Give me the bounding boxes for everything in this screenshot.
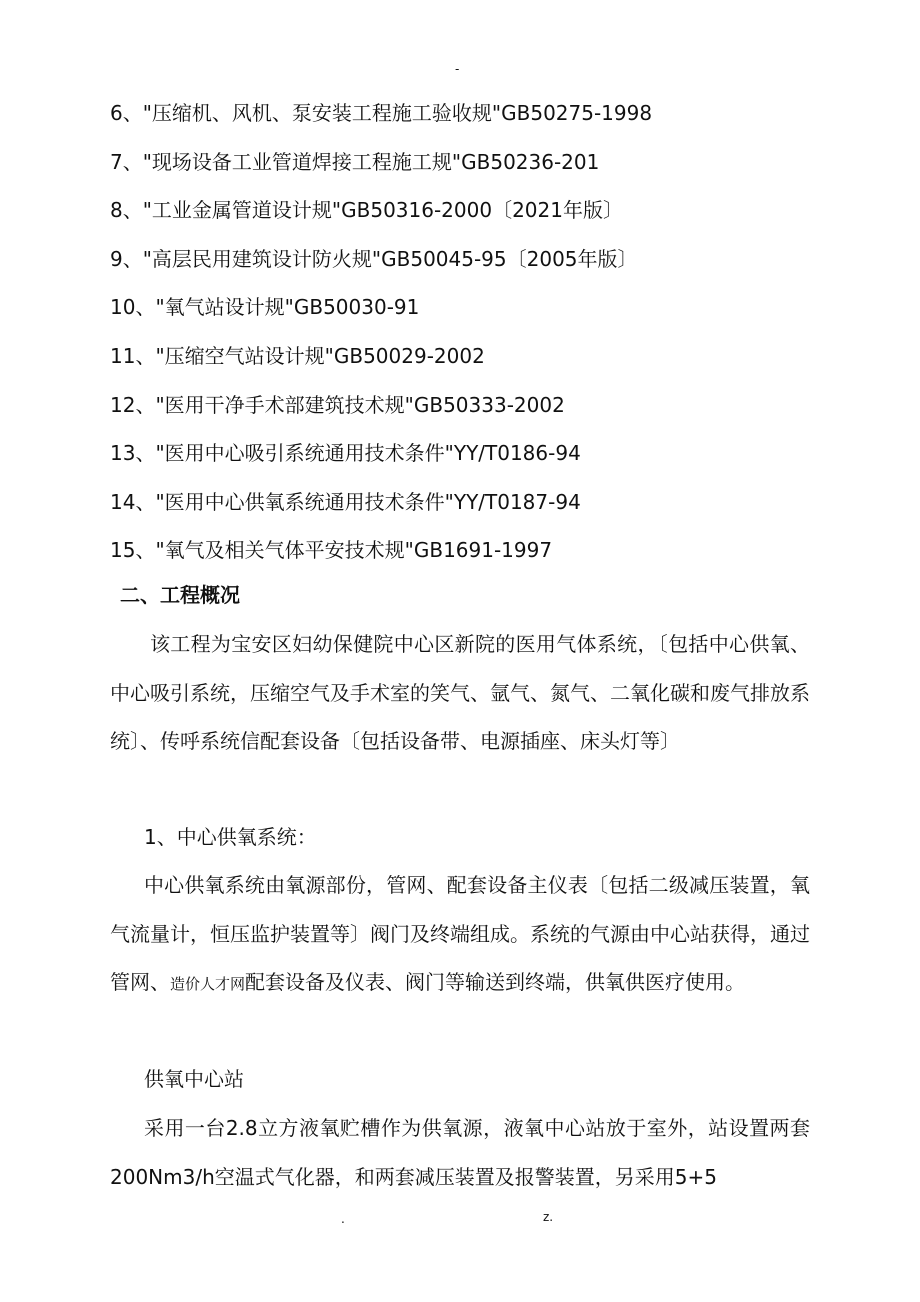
- list-item: 6、"压缩机、风机、泵安装工程施工验收规"GB50275-1998: [110, 101, 653, 125]
- list-item: 14、"医用中心供氧系统通用技术条件"YY/T0187-94: [110, 489, 581, 514]
- subsection-heading-oxygen-station: 供氧中心站: [144, 1067, 244, 1091]
- standards-list: [110, 96, 830, 582]
- list-item: 15、"氧气及相关气体平安技术规"GB1691-1997: [110, 538, 553, 563]
- page-header-mark: -: [455, 62, 460, 76]
- inline-watermark-text: 造价人才网: [170, 975, 246, 993]
- list-item: 9、"高层民用建筑设计防火规"GB50045-95〔2005年版〕: [110, 246, 638, 271]
- subsection-heading-oxygen-system: 1、中心供氧系统：: [144, 825, 317, 849]
- list-item: 12、"医用干净手术部建筑技术规"GB50333-2002: [110, 392, 565, 417]
- page-footer-right: z.: [543, 1210, 554, 1224]
- oxygen-text-part1: 中心供氧系统由氧源部份，管网、配套设备主仪表〔包括二级减压装置，氧气流量计，恒压监护装置等〕阀门及终端组成。系统的气源由中心站获得，通过管网、: [110, 873, 810, 994]
- oxygen-system-paragraph: [110, 861, 810, 1009]
- list-item: 13、"医用中心吸引系统通用技术条件"YY/T0186-94: [110, 441, 581, 466]
- intro-paragraph: 该工程为宝安区妇幼保健院中心区新院的医用气体系统，〔包括中心供氧、中心吸引系统，压缩空气及手术室的笑气、氩气、氮气、二氧化碳和废气排放系统〕、传呼系统信配套设备〔包括设备带、电源插座、床头灯等〕: [110, 632, 810, 753]
- list-item: 10、"氧气站设计规"GB50030-91: [110, 295, 420, 320]
- list-item: 7、"现场设备工业管道焊接工程施工规"GB50236-201: [110, 149, 600, 174]
- section-title: 二、工程概况: [120, 583, 240, 607]
- list-item: 8、"工业金属管道设计规"GB50316-2000〔2021年版〕: [110, 198, 623, 223]
- list-item: 11、"压缩空气站设计规"GB50029-2002: [110, 343, 485, 368]
- oxygen-station-paragraph: 采用一台2.8立方液氧贮槽作为供氧源，液氧中心站放于室外，站设置两套200Nm3/h空温式气化器，和两套减压装置及报警装置，另采用5+5: [110, 1116, 810, 1189]
- page-footer-left: .: [341, 1212, 345, 1226]
- oxygen-text-part2: 配套设备及仪表、阀门等输送到终端，供氧供医疗使用。: [245, 970, 746, 994]
